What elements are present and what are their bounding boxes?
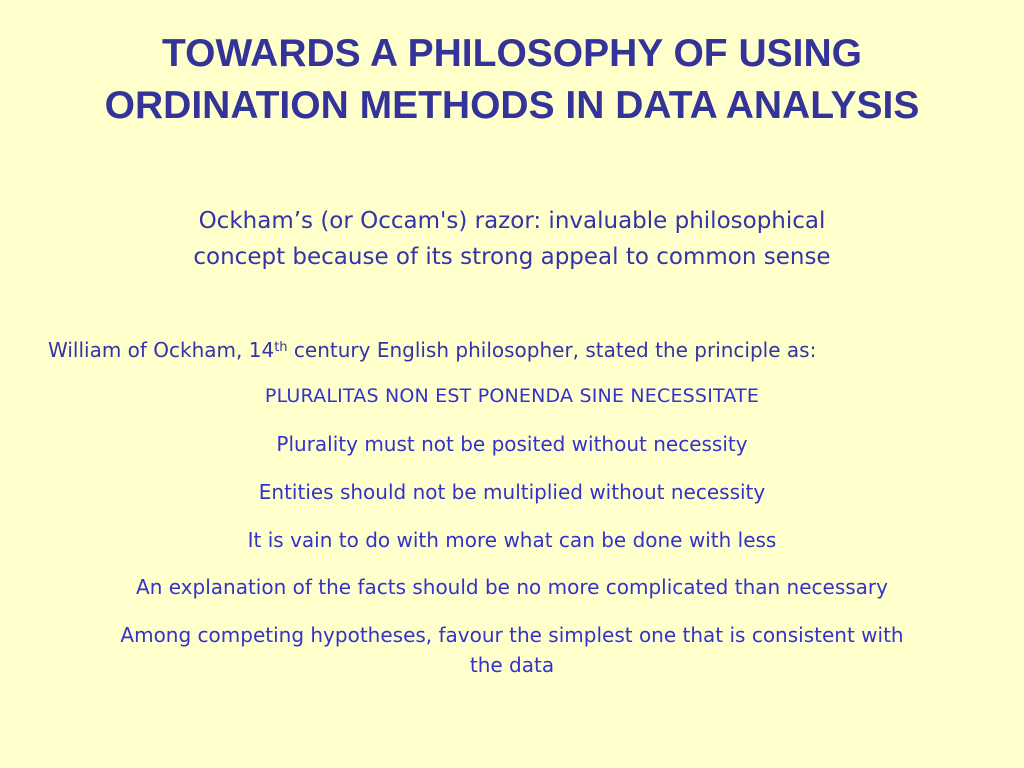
statement-hypotheses: [40, 620, 984, 680]
subtitle-line: Ockham’s (or Occam's) razor: invaluable philosophical: [198, 208, 826, 234]
intro-ordinal-suffix: th: [274, 340, 288, 355]
statement-hypotheses-line: Among competing hypotheses, favour the simplest one that is consistent with: [120, 623, 904, 647]
statement-latin: PLURALITAS NON EST PONENDA SINE NECESSITATE: [264, 385, 760, 407]
statement-entities: Entities should not be multiplied without necessity: [258, 480, 766, 504]
statement-plurality: Plurality must not be posited without necessity: [276, 432, 748, 456]
title-line: ORDINATION METHODS IN DATA ANALYSIS: [104, 84, 920, 127]
slide-title: [40, 28, 984, 132]
statement-vain: It is vain to do with more what can be done with less: [247, 528, 777, 552]
statement-hypotheses-line: the data: [469, 653, 555, 677]
slide-subtitle: [120, 203, 904, 275]
intro-text-end: century English philosopher, stated the principle as:: [287, 338, 817, 362]
title-line: TOWARDS A PHILOSOPHY OF USING: [162, 32, 862, 75]
statement-explanation: An explanation of the facts should be no more complicated than necessary: [136, 575, 888, 599]
subtitle-line: concept because of its strong appeal to common sense: [193, 244, 831, 270]
intro-text-start: William of Ockham, 14: [48, 338, 275, 362]
intro-text: [48, 335, 1008, 365]
